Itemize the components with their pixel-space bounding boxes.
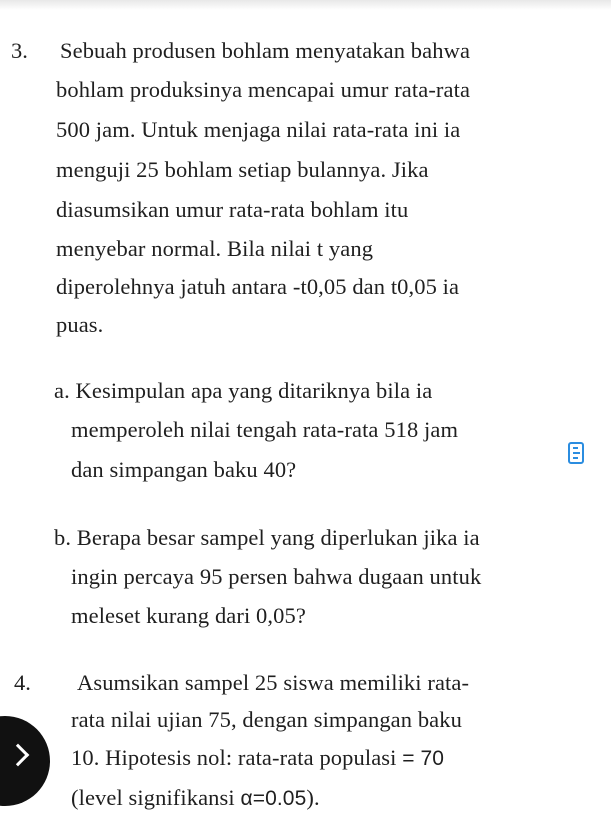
part-b-line-2: ingin percaya 95 persen bahwa dugaan untuk [71, 564, 482, 589]
question-4-line-3-math: = 70 [402, 747, 445, 770]
question-3-line-4: menguji 25 bohlam setiap bulannya. Jika [56, 157, 429, 182]
part-b-line-3: meleset kurang dari 0,05? [71, 603, 306, 628]
question-4-line-3 [71, 744, 444, 773]
question-4-line-4-math: α=0.05 [240, 787, 307, 810]
question-3-line-3: 500 jam. Untuk menjaga nilai rata-rata ini ia [56, 117, 461, 142]
part-a-line-2: memperoleh nilai tengah rata-rata 518 jam [71, 417, 459, 442]
question-4-line-4 [71, 784, 320, 813]
list-icon[interactable] [568, 442, 584, 464]
part-b-line-1: b. Berapa besar sampel yang diperlukan jika ia [54, 525, 480, 550]
chevron-right-icon [7, 744, 30, 767]
question-4-line-4-suffix: ). [306, 785, 320, 810]
question-4-line-2: rata nilai ujian 75, dengan simpangan baku [71, 707, 462, 732]
question-3-number: 3. [11, 38, 28, 63]
question-3-line-5: diasumsikan umur rata-rata bohlam itu [56, 197, 409, 222]
question-4-number: 4. [14, 670, 31, 695]
question-3-line-8: puas. [56, 312, 104, 337]
question-3-line-2: bohlam produksinya mencapai umur rata-rata [56, 77, 471, 102]
top-edge-shadow [0, 0, 611, 10]
question-3-line-1: Sebuah produsen bohlam menyatakan bahwa [60, 38, 471, 63]
next-page-button[interactable] [0, 716, 50, 806]
question-4-line-3-text: 10. Hipotesis nol: rata-rata populasi [71, 745, 403, 770]
question-3-line-6: menyebar normal. Bila nilai t yang [56, 236, 374, 261]
question-4-line-1: Asumsikan sampel 25 siswa memiliki rata- [77, 670, 470, 695]
part-a-line-1: a. Kesimpulan apa yang ditariknya bila ia [54, 378, 433, 403]
question-3-line-7: diperolehnya jatuh antara -t0,05 dan t0,05 ia [56, 274, 460, 299]
question-4-line-4-text: (level signifikansi [71, 785, 241, 810]
part-a-line-3: dan simpangan baku 40? [71, 457, 297, 482]
